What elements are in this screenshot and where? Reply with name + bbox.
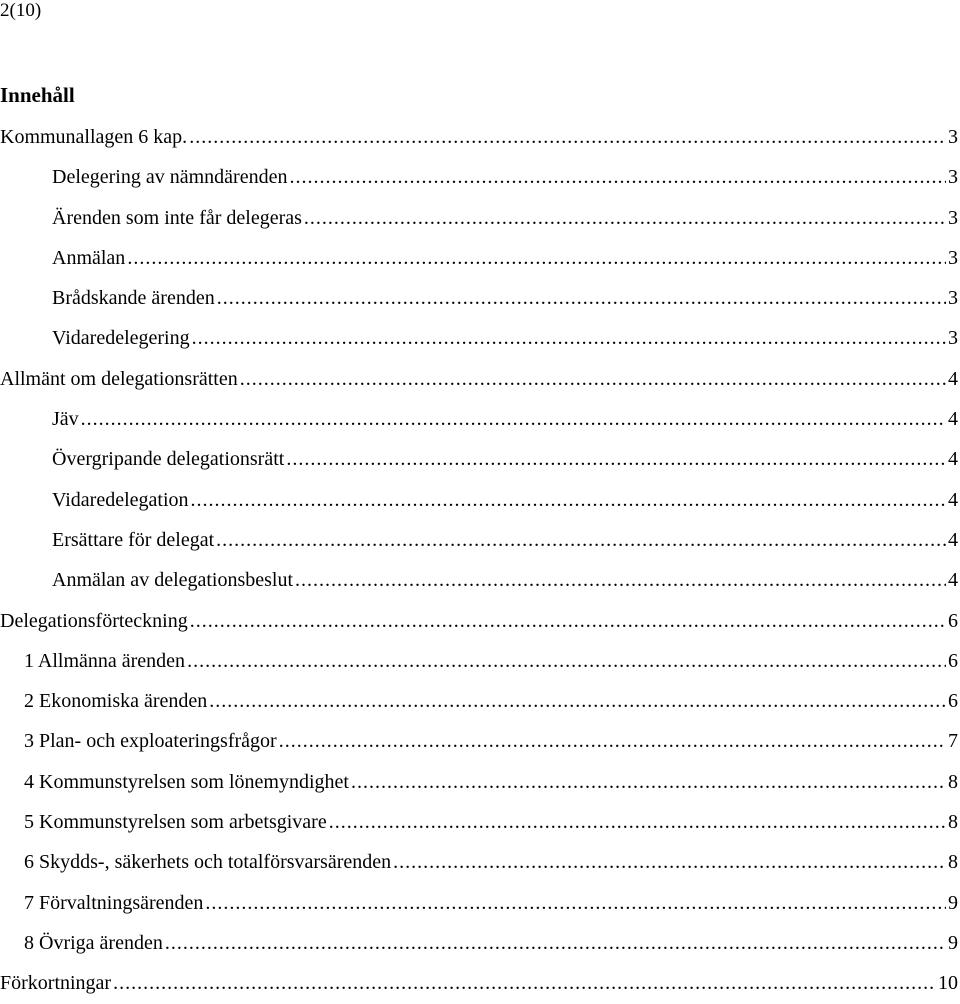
toc-entry[interactable] xyxy=(0,278,960,318)
dot-leader xyxy=(165,923,946,963)
toc-entry-label: 2 Ekonomiska ärenden xyxy=(24,690,208,713)
dot-leader xyxy=(205,883,946,923)
toc-entry[interactable] xyxy=(0,802,960,842)
dot-leader xyxy=(127,238,946,278)
dot-leader xyxy=(81,399,946,439)
dot-leader xyxy=(192,318,946,358)
toc-entry-page-number: 9 xyxy=(948,891,958,914)
toc-entry-page-number: 9 xyxy=(948,931,958,954)
toc-entry[interactable] xyxy=(0,117,960,157)
toc-entry-label: Anmälan xyxy=(52,246,126,269)
dot-leader xyxy=(187,641,946,681)
dot-leader xyxy=(189,117,946,157)
toc-entry[interactable] xyxy=(0,883,960,923)
toc-entry-page-number: 8 xyxy=(948,851,958,874)
toc-entry-page-number: 6 xyxy=(948,609,958,632)
toc-entry-page-number: 6 xyxy=(948,690,958,713)
toc-entry-page-number: 3 xyxy=(948,327,958,350)
toc-entry[interactable] xyxy=(0,641,960,681)
toc-entry[interactable] xyxy=(0,359,960,399)
toc-entry-label: Vidaredelegering xyxy=(52,327,190,350)
toc-entry[interactable] xyxy=(0,601,960,641)
toc-entry-label: Kommunallagen 6 kap. xyxy=(0,126,188,148)
toc-entry-page-number: 10 xyxy=(938,972,958,995)
toc-entry-page-number: 4 xyxy=(948,569,958,592)
toc-entry[interactable] xyxy=(0,560,960,600)
dot-leader xyxy=(216,520,946,560)
dot-leader xyxy=(209,681,946,721)
toc-entry[interactable] xyxy=(0,762,960,802)
toc-entry-page-number: 6 xyxy=(948,649,958,672)
toc-entry-label: Jäv xyxy=(52,408,79,431)
dot-leader xyxy=(286,439,946,479)
toc-entry-label: Allmänt om delegationsrätten xyxy=(0,367,238,390)
toc-entry-label: Övergripande delegationsrätt xyxy=(52,448,285,471)
toc-entry-label: 4 Kommunstyrelsen som lönemyndighet xyxy=(24,770,349,793)
toc-entry[interactable] xyxy=(0,157,960,197)
toc-entry-page-number: 3 xyxy=(948,246,958,269)
toc-entry[interactable] xyxy=(0,681,960,721)
toc-entry-page-number: 3 xyxy=(948,166,958,189)
toc-entry-page-number: 4 xyxy=(948,448,958,471)
toc-entry-page-number: 3 xyxy=(948,287,958,310)
dot-leader xyxy=(240,359,946,399)
toc-entry[interactable] xyxy=(0,520,960,560)
toc-entry-page-number: 3 xyxy=(948,126,958,148)
toc-entry-page-number: 4 xyxy=(948,408,958,431)
toc-entry-label: 7 Förvaltningsärenden xyxy=(24,891,204,914)
dot-leader xyxy=(295,560,946,600)
dot-leader xyxy=(190,601,946,641)
toc-entry-label: 3 Plan- och exploateringsfrågor xyxy=(24,730,277,753)
toc-entry-label: Anmälan av delegationsbeslut xyxy=(52,569,294,592)
toc-entry-page-number: 8 xyxy=(948,811,958,834)
toc-entry-label: 6 Skydds-, säkerhets och totalförsvarsärenden xyxy=(24,851,392,874)
dot-leader xyxy=(393,842,946,882)
toc-entry-page-number: 4 xyxy=(948,528,958,551)
toc-entry-page-number: 4 xyxy=(948,367,958,390)
dot-leader xyxy=(351,762,946,802)
toc-entry-label: Brådskande ärenden xyxy=(52,287,215,310)
toc-entry-page-number: 4 xyxy=(948,488,958,511)
toc-heading: Innehåll xyxy=(0,83,75,107)
dot-leader xyxy=(279,721,946,761)
toc-entry[interactable] xyxy=(0,198,960,238)
toc-entry[interactable] xyxy=(0,399,960,439)
toc-entry[interactable] xyxy=(0,318,960,358)
toc-entry-page-number: 7 xyxy=(948,730,958,753)
toc-entry[interactable] xyxy=(0,439,960,479)
toc-entry[interactable] xyxy=(0,721,960,761)
dot-leader xyxy=(329,802,946,842)
toc-entry-label: 5 Kommunstyrelsen som arbetsgivare xyxy=(24,811,327,834)
toc-entry-label: Delegationsförteckning xyxy=(0,609,188,632)
toc-entry[interactable] xyxy=(0,923,960,963)
dot-leader xyxy=(217,278,946,318)
table-of-contents xyxy=(0,117,960,1004)
toc-entry-label: Ersättare för delegat xyxy=(52,528,215,551)
dot-leader xyxy=(289,157,946,197)
toc-entry-label: Förkortningar xyxy=(0,972,112,995)
toc-entry-page-number: 8 xyxy=(948,770,958,793)
toc-entry-label: Vidaredelegation xyxy=(52,488,189,511)
toc-entry-label: 1 Allmänna ärenden xyxy=(24,649,186,672)
page-indicator: 2(10) xyxy=(0,0,42,21)
toc-entry-label: Delegering av nämndärenden xyxy=(52,166,288,189)
toc-entry[interactable] xyxy=(0,963,960,1003)
toc-entry-label: 8 Övriga ärenden xyxy=(24,931,163,954)
dot-leader xyxy=(191,480,946,520)
toc-entry-page-number: 3 xyxy=(948,206,958,229)
toc-entry-label: Ärenden som inte får delegeras xyxy=(52,206,302,229)
toc-entry[interactable] xyxy=(0,238,960,278)
dot-leader xyxy=(304,198,946,238)
toc-entry[interactable] xyxy=(0,842,960,882)
toc-entry[interactable] xyxy=(0,480,960,520)
dot-leader xyxy=(113,963,936,1003)
